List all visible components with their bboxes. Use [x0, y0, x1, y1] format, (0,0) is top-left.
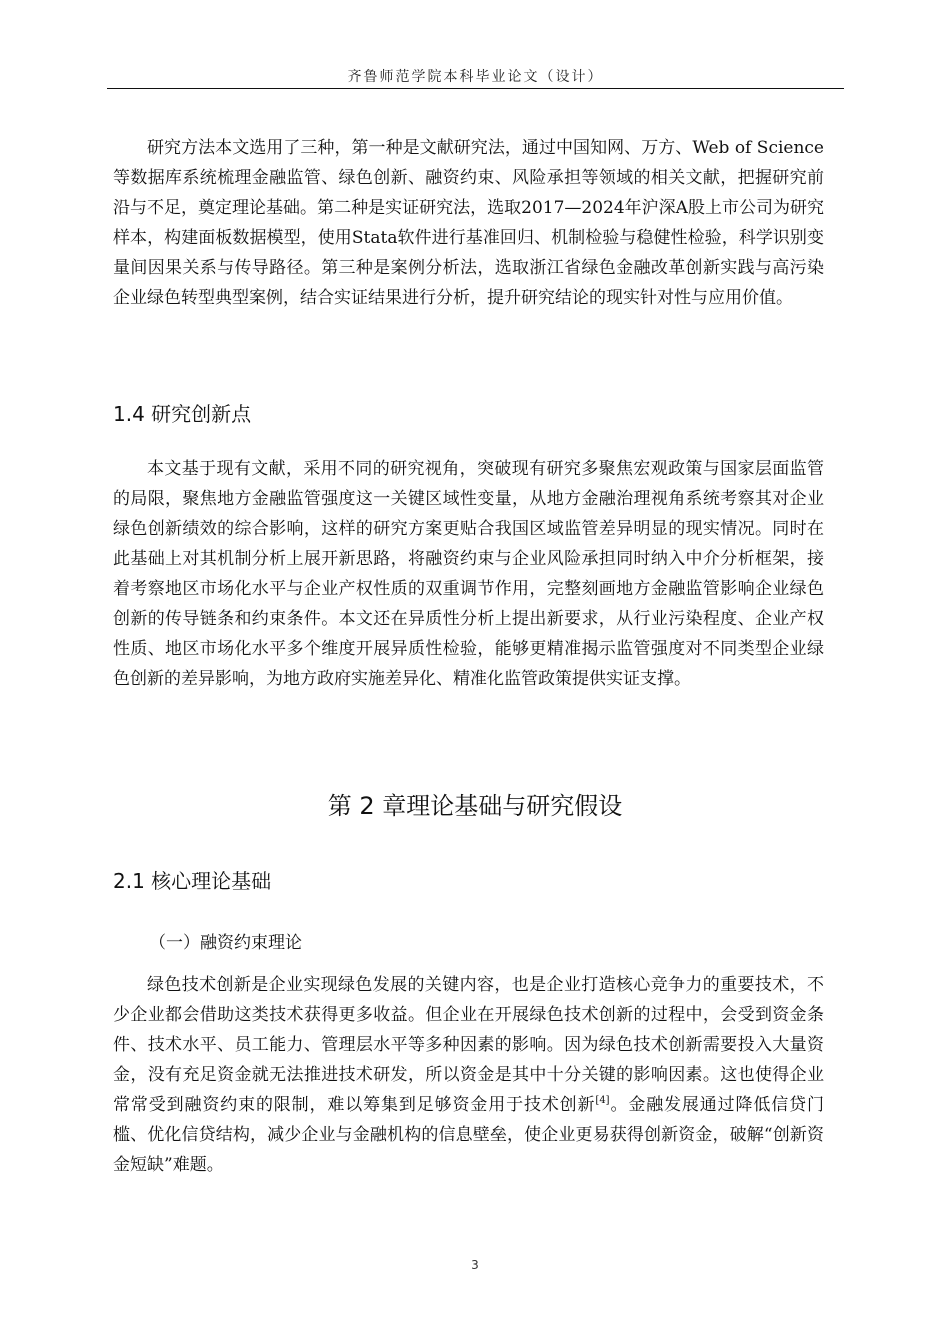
paragraph-text-after-citation: 。金融发展通过降低信贷门槛、优化信贷结构，减少企业与金融机构的信息壁垒，使企业更易获得创新资金，破解“创新资金短缺”难题。	[113, 1095, 825, 1175]
subsection-heading-financing-constraint: （一）融资约束理论	[149, 933, 302, 953]
paragraph-text-before-citation: 绿色技术创新是企业实现绿色发展的关键内容，也是企业打造核心竞争力的重要技术，不少企业都会借助这类技术获得更多收益。但企业在开展绿色技术创新的过程中，会受到资金条件、技术水平、员工能力、管理层水平等多种因素的影响。因为绿色技术创新需要投入大量资金，没有充足资金就无法推进技术研发，所以资金是其中十分关键的影响因素。这也使得企业常常受到融资约束的限制，难以筹集到足够资金用于技术创新	[113, 975, 824, 1115]
citation-reference[interactable]: [4]	[595, 1095, 610, 1106]
running-header: 齐鲁师范学院本科毕业论文（设计）	[347, 69, 604, 85]
page-number: 3	[471, 1258, 479, 1272]
header-divider	[107, 88, 844, 89]
section-heading-1-4: 1.4 研究创新点	[113, 402, 252, 426]
section-heading-2-1: 2.1 核心理论基础	[113, 869, 272, 893]
innovation-paragraph: 本文基于现有文献，采用不同的研究视角，突破现有研究多聚焦宏观政策与国家层面监管的局限，聚焦地方金融监管强度这一关键区域性变量，从地方金融治理视角系统考察其对企业绿色创新绩效的综合影响，这样的研究方案更贴合我国区域监管差异明显的现实情况。同时在此基础上对其机制分析上展开新思路，将融资约束与企业风险承担同时纳入中介分析框架，接着考察地区市场化水平与企业产权性质的双重调节作用，完整刻画地方金融监管影响企业绿色创新的传导链条和约束条件。本文还在异质性分析上提出新要求，从行业污染程度、企业产权性质、地区市场化水平多个维度开展异质性检验，能够更精准揭示监管强度对不同类型企业绿色创新的差异影响，为地方政府实施差异化、精准化监管政策提供实证支撑。	[113, 459, 824, 689]
financing-constraint-paragraph	[113, 970, 824, 1180]
research-methods-paragraph: 研究方法本文选用了三种，第一种是文献研究法，通过中国知网、万方、Web of Science等数据库系统梳理金融监管、绿色创新、融资约束、风险承担等领域的相关文献，把握研究前沿与不足，奠定理论基础。第二种是实证研究法，选取2017—2024年沪深A股上市公司为研究样本，构建面板数据模型，使用Stata软件进行基准回归、机制检验与稳健性检验，科学识别变量间因果关系与传导路径。第三种是案例分析法，选取浙江省绿色金融改革创新实践与高污染企业绿色转型典型案例，结合实证结果进行分析，提升研究结论的现实针对性与应用价值。	[113, 138, 824, 308]
chapter-heading-2: 第 2 章理论基础与研究假设	[327, 792, 623, 820]
